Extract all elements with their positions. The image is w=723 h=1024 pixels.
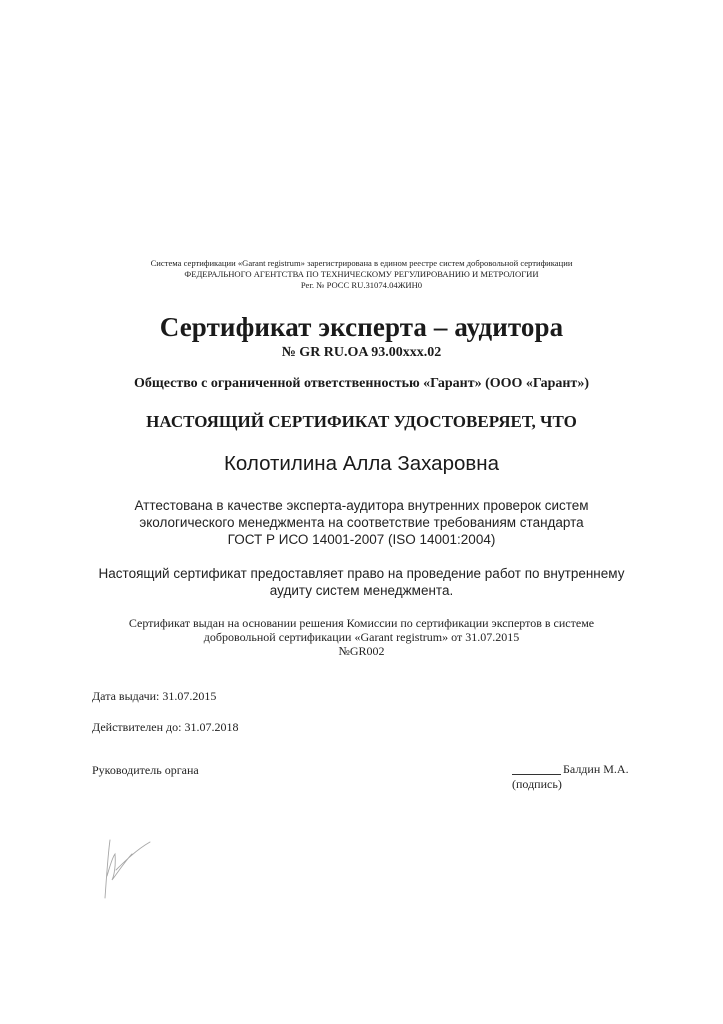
basis-line-3: №GR002 bbox=[338, 644, 385, 658]
issue-date: Дата выдачи: 31.07.2015 bbox=[92, 689, 217, 703]
handwritten-signature-icon bbox=[98, 836, 154, 902]
right-statement-line-2: аудиту систем менеджмента. bbox=[269, 583, 454, 598]
issuing-organization: Общество с ограниченной ответственностью «Гарант» (ООО «Гарант») bbox=[134, 376, 589, 391]
signature-caption: (подпись) bbox=[512, 777, 562, 791]
issuance-basis bbox=[0, 616, 723, 658]
certificate-title: Сертификат эксперта – аудитора bbox=[159, 312, 564, 342]
header-line-agency: ФЕДЕРАЛЬНОГО АГЕНТСТВА ПО ТЕХНИЧЕСКОМУ РЕГУЛИРОВАНИЮ И МЕТРОЛОГИИ bbox=[184, 269, 539, 279]
header-line-reg-number: Рег. № РОСС RU.31074.04ЖИН0 bbox=[300, 280, 423, 290]
attestation-line-1: Аттестована в качестве эксперта-аудитора внутренних проверок систем bbox=[134, 498, 589, 513]
right-statement bbox=[0, 565, 723, 599]
attestation-line-2: экологического менеджмента на соответствие требованиям стандарта bbox=[139, 515, 584, 530]
registry-header bbox=[0, 258, 723, 291]
right-statement-line-1: Настоящий сертификат предоставляет право на проведение работ по внутреннему bbox=[98, 566, 625, 581]
certificate-number: № GR RU.OA 93.00xxx.02 bbox=[281, 345, 442, 360]
header-line-registry: Система сертификации «Garant registrum» зарегистрирована в едином реестре систем добровольной сертификации bbox=[150, 258, 573, 268]
signature-line bbox=[512, 774, 561, 775]
certifies-heading: НАСТОЯЩИЙ СЕРТИФИКАТ УДОСТОВЕРЯЕТ, ЧТО bbox=[146, 412, 577, 431]
basis-line-1: Сертификат выдан на основании решения Комиссии по сертификации экспертов в системе bbox=[128, 616, 595, 630]
basis-line-2: добровольной сертификации «Garant registrum» от 31.07.2015 bbox=[203, 630, 520, 644]
signatory-name: Балдин М.А. bbox=[563, 762, 629, 776]
signatory-role: Руководитель органа bbox=[92, 763, 199, 777]
attestation-line-3: ГОСТ Р ИСО 14001-2007 (ISO 14001:2004) bbox=[227, 532, 496, 547]
valid-until-date: Действителен до: 31.07.2018 bbox=[92, 720, 239, 734]
attestation-text bbox=[0, 497, 723, 548]
holder-name: Колотилина Алла Захаровна bbox=[223, 452, 500, 475]
